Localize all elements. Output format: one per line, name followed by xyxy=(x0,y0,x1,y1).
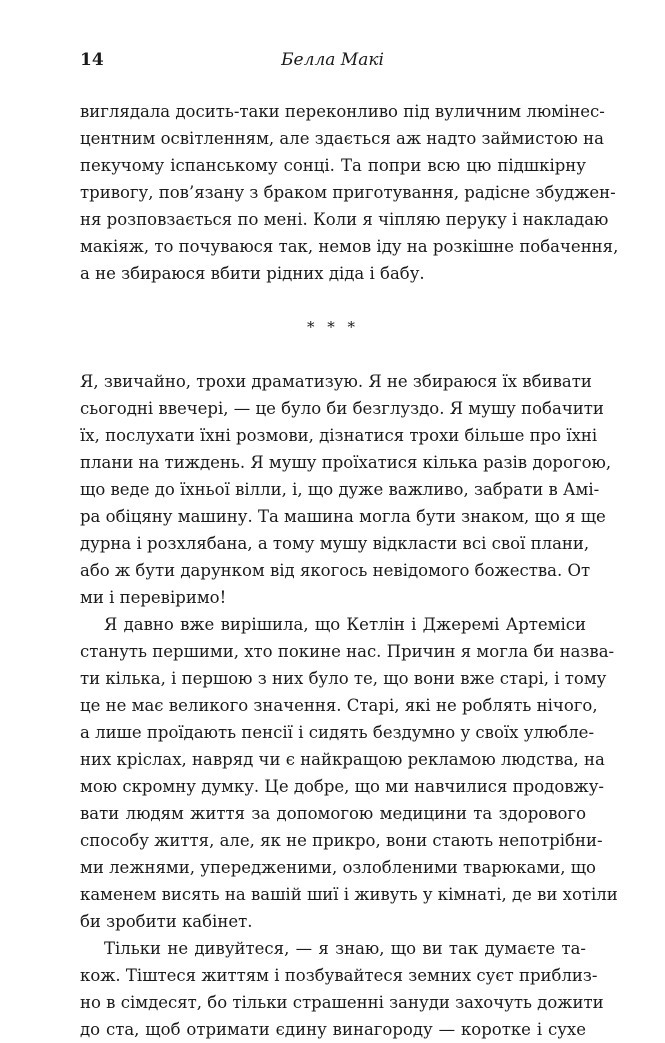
text-line: них кріслах, навряд чи є найкращою рекламою людства, на xyxy=(80,750,605,769)
text-line: каменем висять на вашій шиї і живуть у кімнаті, де ви хотіли xyxy=(80,885,618,904)
text-line: ми лежнями, упередженими, озлобленими тварюками, що xyxy=(80,858,596,877)
text-line: центним освітленням, але здається аж надто займистою на xyxy=(80,129,604,148)
text-line: а лише проїдають пенсії і сидять бездумно у своїх улюбле- xyxy=(80,723,595,742)
text-line: би зробити кабінет. xyxy=(80,912,253,931)
text-line: мою скромну думку. Це добре, що ми навчилися продовжу- xyxy=(80,777,605,796)
text-line: но в сімдесят, бо тільки страшенні зануди захочуть дожити xyxy=(80,993,604,1012)
text-line: дурна і розхлябана, а тому мушу відкласти всі свої плани, xyxy=(80,534,590,553)
text-line: Тільки не дивуйтеся, — я знаю, що ви так думаєте та- xyxy=(104,939,586,958)
text-line: ра обіцяну машину. Та машина могла бути знаком, що я ще xyxy=(80,507,606,526)
text-line: або ж бути дарунком від якогось невідомого божества. От xyxy=(80,561,591,580)
text-line: сьогодні ввечері, — це було би безглуздо. Я мушу побачити xyxy=(80,399,604,418)
text-line: Я давно вже вирішила, що Кетлін і Джеремі Артеміси xyxy=(104,615,586,634)
text-line: стануть першими, хто покине нас. Причин я могла би назва- xyxy=(80,642,615,661)
text-line: це не має великого значення. Старі, які не роблять нічого, xyxy=(80,696,598,715)
text-line: а не збираюся вбити рідних діда і бабу. xyxy=(80,264,425,283)
text-line: способу життя, але, як не прикро, вони стають непотрібни- xyxy=(80,831,603,850)
text-line: що веде до їхньої вілли, і, що дуже важливо, забрати в Амі- xyxy=(80,480,600,499)
text-line: плани на тиждень. Я мушу проїхатися кілька разів дорогою, xyxy=(80,453,612,472)
text-line: виглядала досить-таки переконливо під вуличним люмінес- xyxy=(80,102,605,121)
paragraph xyxy=(80,98,619,287)
body-text xyxy=(80,98,619,1043)
text-line: їх, послухати їхні розмови, дізнатися трохи більше про їхні xyxy=(80,426,598,445)
text-line: вати людям життя за допомогою медицини та здорового xyxy=(80,804,586,823)
text-line: Я, звичайно, трохи драматизую. Я не збираюся їх вбивати xyxy=(80,372,592,391)
running-title: Белла Макі xyxy=(281,50,384,70)
text-line: ми і перевіримо! xyxy=(80,588,227,607)
text-line: ти кілька, і першою з них було те, що вони вже старі, і тому xyxy=(80,669,607,688)
text-line: до ста, щоб отримати єдину винагороду — коротке і сухе xyxy=(80,1020,586,1039)
paragraph xyxy=(80,611,618,935)
scene-break: * * * xyxy=(306,318,360,336)
text-line: кож. Тіштеся життям і позбувайтеся земних суєт приблиз- xyxy=(80,966,598,985)
text-line: пекучому іспанському сонці. Та попри всю цю підшкірну xyxy=(80,156,586,175)
paragraph xyxy=(80,368,612,611)
page-number: 14 xyxy=(80,50,104,70)
paragraph xyxy=(80,935,604,1043)
text-line: макіяж, то почуваюся так, немов іду на розкішне побачення, xyxy=(80,237,619,256)
text-line: тривогу, пов’язану з браком приготування, радісне збуджен- xyxy=(80,183,616,202)
text-line: ня розповзається по мені. Коли я чіпляю перуку і накладаю xyxy=(80,210,609,229)
page-header xyxy=(80,50,585,74)
